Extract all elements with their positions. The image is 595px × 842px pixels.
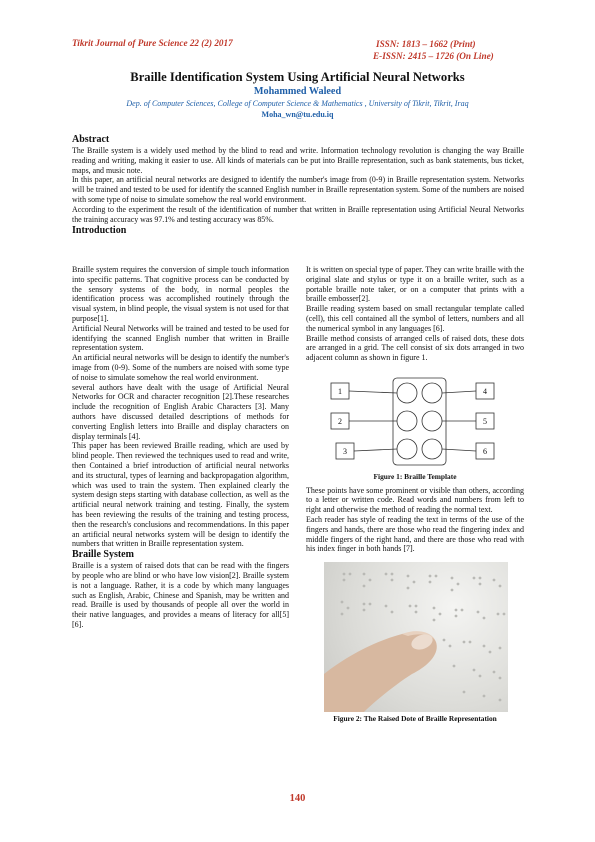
abstract-paragraph: In this paper, an artificial neural networks are designed to identify the number's image from (0-9) in Braille representation system. Networks will be trained and tested to be used for identify the scanned English number in Braille representation system. Some of the numbers are noised with some type of noise to simulate somehow the real world environment. <box>72 175 524 204</box>
abstract-heading: Abstract <box>72 134 110 145</box>
braille-photo-figure <box>324 562 508 712</box>
intro-paragraph: Braille system requires the conversion of simple touch information into specific patterns. That cognitive process can be conducted by the sensory systems of the body, in normal peoples the identification process was accomplished routinely through the visual system, in blind people, the visual system is not used for that purpose[1]. <box>72 265 289 323</box>
left-column <box>72 265 289 630</box>
right-paragraph: These points have some prominent or visible than others, according to a letter or written code. Read words and numbers from left to right and otherwise the method of reading the normal text. <box>306 485 524 515</box>
issn-online: E-ISSN: 2415 – 1726 (On Line) <box>373 51 494 61</box>
intro-paragraph: An artificial neural networks will be design to identify the number's image from (0-9). Some of the numbers are noised with some type of noise to simulate somehow the real world environment. <box>72 353 289 382</box>
journal-header: Tikrit Journal of Pure Science 22 (2) 2017 <box>72 38 233 48</box>
braille-dots-photo <box>324 562 508 712</box>
right-paragraph: Braille method consists of arranged cells of raised dots, these dots are arranged in a grid. The cell consist of six dots arranged in two adjacent column as shown in figure 1. <box>306 333 524 363</box>
template-label-6: 6 <box>483 446 487 456</box>
right-paragraph: Braille reading system based on small rectangular template called (cell), this cell contained all the symbol of letters, numbers and all the numerical symbol in any languages [6]. <box>306 304 524 333</box>
introduction-heading: Introduction <box>72 225 127 237</box>
author-email[interactable]: Moha_wn@tu.edu.iq <box>261 110 334 119</box>
page-number: 140 <box>289 793 306 804</box>
template-label-2: 2 <box>338 416 342 426</box>
author-name: Mohammed Waleed <box>253 86 342 97</box>
abstract-paragraph: The Braille system is a widely used method by the blind to read and write. Information technology revolution is changing the way Braille reading and writing, making it easier to use. All kinds of materials can be put into Braille representation, such as bank statements, bus ticket, maps, and music note. <box>72 146 524 175</box>
intro-paragraph: This paper has been reviewed Braille reading, which are used by blind people. Then reviewed the techniques used to read and write, then Contained a brief introduction of artificial neural networks and its structural, types of learning and backpropagation algorithm, which was used to train the system. Then explained clearly the system design steps starting with database collection, as well as the artificial neural network training and testing. Finally, the system has been reviewing the results of the training and testing process, then the research's conclusions and recommendations. In this paper an artificial neural networks system will be design to identify the numbers that written in Braille representation system. <box>72 441 289 549</box>
braille-paragraph: Braille is a system of raised dots that can be read with the fingers by people who are blind or who have low vision[2]. Braille system is not a language. Rather, it is a code by which many languages such as English, Arabic, Chinese and Spanish, may be written and read. Braille is used by thousands of people all over the world in their native languages, and provides a means of literacy for all[5][6]. <box>72 561 289 629</box>
paper-title: Braille Identification System Using Artificial Neural Networks <box>130 70 465 84</box>
template-label-1: 1 <box>338 386 342 396</box>
figure1-caption: Figure 1: Braille Template <box>373 471 457 481</box>
issn-block <box>373 38 494 62</box>
issn-print: ISSN: 1813 – 1662 (Print) <box>376 39 476 49</box>
right-paragraph: Each reader has style of reading the text in terms of the use of the fingers and hands, there are those who read the fingering index and middle fingers of the right hand, and there are those who read with his index finger in both hands [7]. <box>306 514 524 554</box>
braille-system-heading: Braille System <box>72 549 134 561</box>
affiliation: Dep. of Computer Sciences, College of Computer Science & Mathematics , University of Tikrit, Tikrit, Iraq <box>126 99 469 108</box>
right-column <box>306 265 524 728</box>
template-label-3: 3 <box>343 446 347 456</box>
template-label-4: 4 <box>483 386 487 396</box>
braille-template-figure <box>306 375 524 467</box>
template-label-5: 5 <box>483 416 487 426</box>
abstract-section <box>72 134 524 237</box>
abstract-paragraph: According to the experiment the result of the identification of number that written in Braille representation using Artificial Neural Networks the training accuracy was 97.1% and testing accuracy was 85%. <box>72 204 524 224</box>
figure2-caption: Figure 2: The Raised Dote of Braille Representation <box>333 714 497 724</box>
intro-paragraph: Artificial Neural Networks will be trained and tested to be used for identifying the scanned English number that written in Braille representation system. <box>72 323 289 353</box>
intro-paragraph: several authors have dealt with the usage of Artificial Neural Networks for OCR and character recognition [2].These researches include the recognition of English Arabic Characters [3]. Many authors have discussed detailed descriptions of methods for converting English letters into Braille and display characters on display terminals [4]. <box>72 382 289 441</box>
right-paragraph: It is written on special type of paper. They can write braille with the original slate and stylus or type it on a braille writer, such as a portable braille note taker, or on a computer that prints with a braille embosser[2]. <box>306 265 524 304</box>
